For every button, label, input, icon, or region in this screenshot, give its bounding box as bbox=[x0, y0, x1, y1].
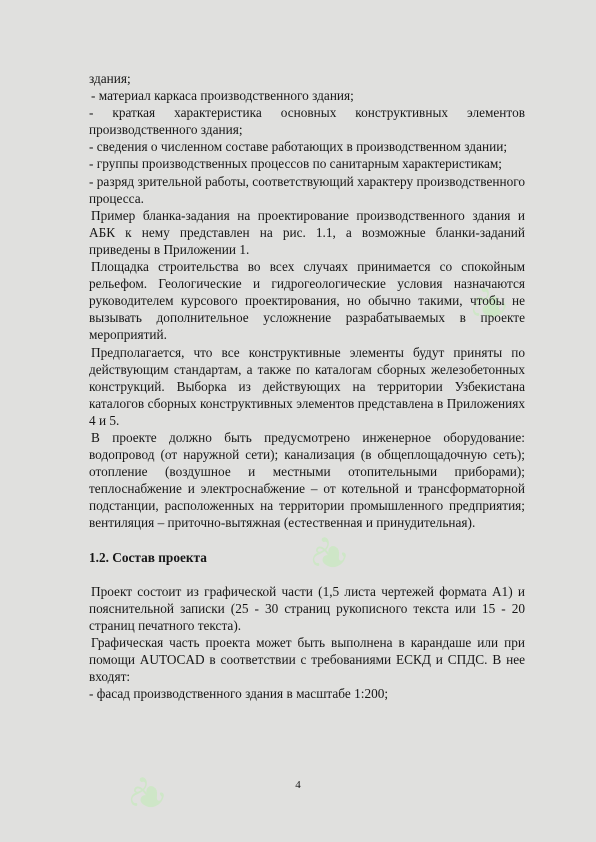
paragraph: Пример бланка-задания на проектирование производственного здания и АБК к нему представлен на рис. 1.1, а возможные бланки-заданий приведены в Приложении 1. bbox=[89, 207, 525, 257]
paragraph: - разряд зрительной работы, соответствующий характеру производственного процесса. bbox=[89, 173, 525, 206]
paragraph: - фасад производственного здания в масштабе 1:200; bbox=[89, 686, 389, 702]
paragraph: Проект состоит из графической части (1,5 листа чертежей формата А1) и пояснительной записки (25 - 30 страниц рукописного текста или 15 - 20 страниц печатного текста). bbox=[89, 583, 525, 633]
paragraph: здания; bbox=[89, 71, 131, 86]
watermark-mark: ❦ bbox=[300, 529, 361, 584]
paragraph: Предполагается, что все конструктивные элементы будут приняты по действующим стандартам, а также по каталогам сборных железобетонных конструкций. Выборка из действующих на территории Узбекистана каталогов сборных конструктивных элементов представлена в Приложениях 4 и 5. bbox=[89, 344, 525, 428]
paragraph: - группы производственных процессов по санитарным характеристикам; bbox=[89, 156, 502, 172]
page-number: 4 bbox=[295, 779, 301, 791]
watermark-mark: ❦ bbox=[460, 279, 521, 334]
body-text bbox=[89, 70, 525, 702]
watermark-mark: ❦ bbox=[118, 769, 179, 824]
section-heading: 1.2. Состав проекта bbox=[89, 549, 207, 565]
paragraph: - сведения о численном составе работающих в производственном здании; bbox=[89, 139, 508, 155]
paragraph: Площадка строительства во всех случаях принимается со спокойным рельефом. Геологические и гидрогеологические условия назначаются руководителем курсового проектирования, но обычно такими, чтобы не вызывать дополнительное усложнение разрабатываемых в проекте мероприятий. bbox=[89, 259, 525, 343]
paragraph: - краткая характеристика основных конструктивных элементов производственного здания; bbox=[89, 105, 525, 138]
paragraph: В проекте должно быть предусмотрено инженерное оборудование: водопровод (от наружной сети); канализация (в общеплощадочную сеть); отопление (воздушное и местными отопительными приборами); теплоснабжение и электроснабжение – от котельной и трансформаторной подстанции, расположенных на территории промышленного предприятия; вентиляция – приточно-вытяжная (естественная и принудительная). bbox=[89, 429, 525, 531]
paragraph: - материал каркаса производственного здания; bbox=[91, 88, 354, 104]
paragraph: Графическая часть проекта может быть выполнена в карандаше или при помощи AUTOCAD в соответствии с требованиями ЕСКД и СПДС. В нее входят: bbox=[89, 634, 525, 685]
